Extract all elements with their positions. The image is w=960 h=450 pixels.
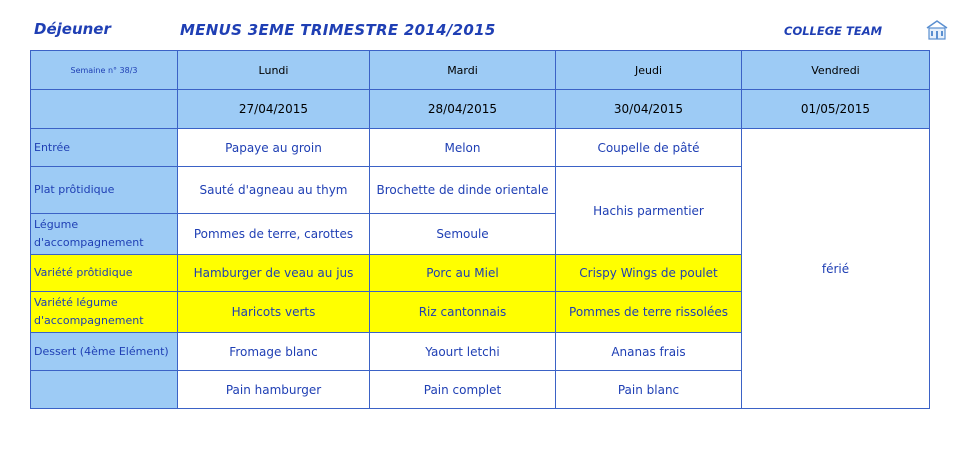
row-label (31, 371, 178, 409)
menu-cell: Hachis parmentier (556, 167, 742, 255)
menu-cell: Pain complet (370, 371, 556, 409)
row-label: Dessert (4ème Elément) (31, 333, 178, 371)
date-cell: 28/04/2015 (370, 90, 556, 129)
menu-cell: Fromage blanc (178, 333, 370, 371)
row-label: Entrée (31, 129, 178, 167)
menu-cell: Haricots verts (178, 292, 370, 333)
date-cell: 30/04/2015 (556, 90, 742, 129)
menu-cell: Pommes de terre rissolées (556, 292, 742, 333)
menu-cell: Brochette de dinde orientale (370, 167, 556, 214)
menu-cell: Yaourt letchi (370, 333, 556, 371)
day-header-row (31, 51, 930, 90)
day-header: Jeudi (556, 51, 742, 90)
menu-cell: Coupelle de pâté (556, 129, 742, 167)
menu-cell: Hamburger de veau au jus (178, 255, 370, 292)
menu-cell: Melon (370, 129, 556, 167)
menu-cell: Ananas frais (556, 333, 742, 371)
week-number: Semaine n° 38/3 (31, 51, 178, 90)
row-label: Variété légume d'accompagnement (31, 292, 178, 333)
college-name: COLLEGE TEAM (784, 24, 883, 38)
date-cell: 27/04/2015 (178, 90, 370, 129)
menu-table (30, 50, 930, 409)
menu-cell: Riz cantonnais (370, 292, 556, 333)
row-label: Légume d'accompagnement (31, 214, 178, 255)
meal-title: Déjeuner (34, 20, 111, 38)
date-row (31, 90, 930, 129)
day-header: Vendredi (742, 51, 930, 90)
page-title: MENUS 3EME TRIMESTRE 2014/2015 (180, 21, 496, 39)
row-label: Variété prôtidique (31, 255, 178, 292)
menu-cell: Sauté d'agneau au thym (178, 167, 370, 214)
day-header: Mardi (370, 51, 556, 90)
menu-cell: Porc au Miel (370, 255, 556, 292)
table-row (31, 129, 930, 167)
menu-cell: Pain hamburger (178, 371, 370, 409)
menu-cell: Pain blanc (556, 371, 742, 409)
menu-cell: Crispy Wings de poulet (556, 255, 742, 292)
ferie-cell: férié (742, 129, 930, 409)
row-label: Plat prôtidique (31, 167, 178, 214)
menu-cell: Papaye au groin (178, 129, 370, 167)
menu-cell: Semoule (370, 214, 556, 255)
school-building-icon (926, 20, 948, 40)
day-header: Lundi (178, 51, 370, 90)
row-label (31, 90, 178, 129)
date-cell: 01/05/2015 (742, 90, 930, 129)
menu-cell: Pommes de terre, carottes (178, 214, 370, 255)
